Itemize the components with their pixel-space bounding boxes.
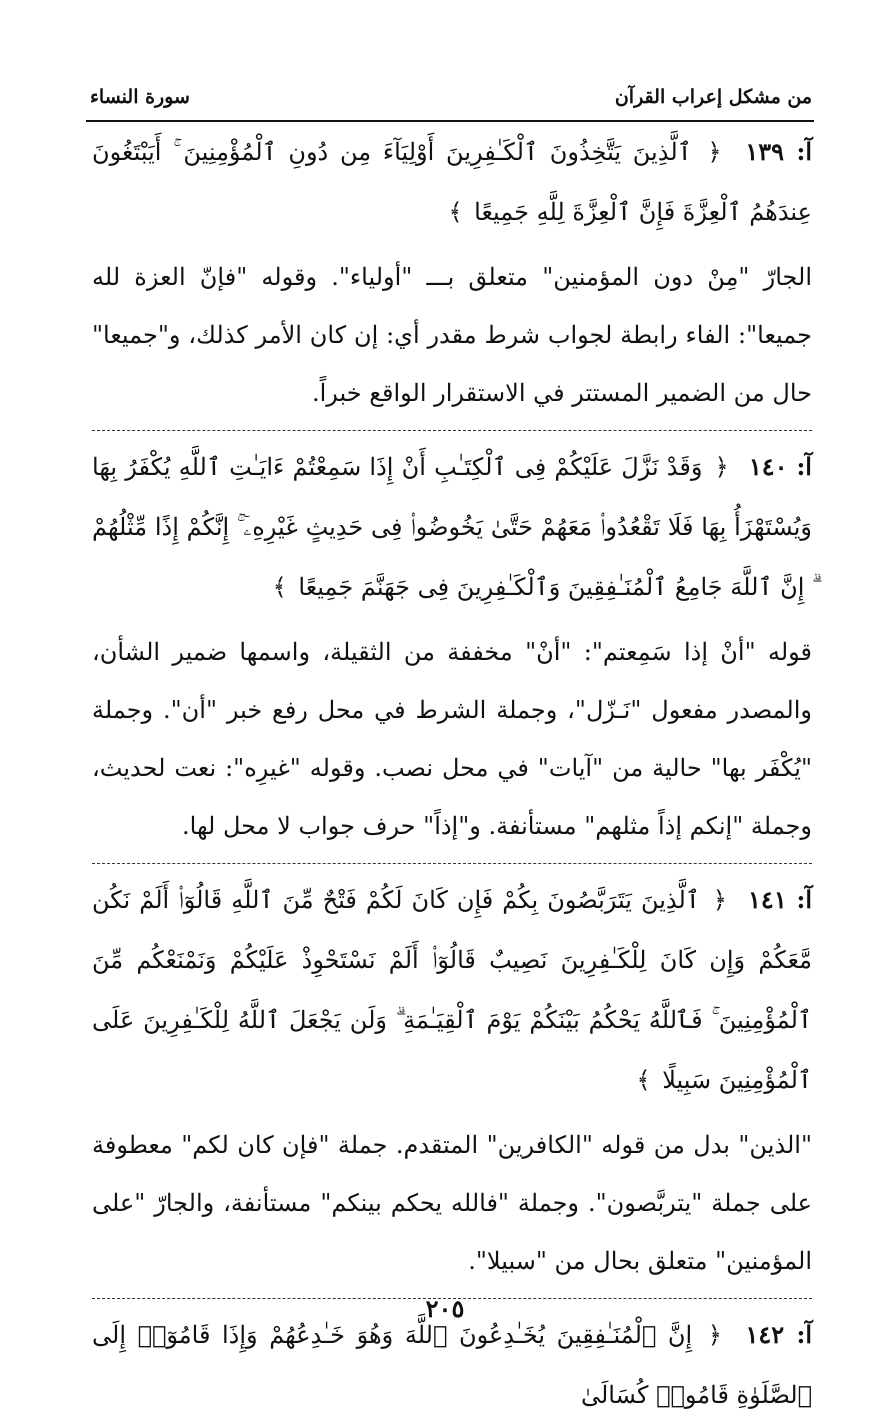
verse-139 — [92, 122, 812, 242]
verse-ref: آ: ١٣٩ — [745, 137, 812, 166]
surah-name: سورة النساء — [90, 86, 190, 108]
verse-text: ٱلَّذِينَ يَتَرَبَّصُونَ بِكُمْ فَإِن كَانَ لَكُمْ فَتْحٌ مِّنَ ٱللَّهِ قَالُوٓا۟ أَلَمْ نَكُن مَّعَكُمْ وَإِن كَانَ لِلْكَـٰفِرِينَ نَصِيبٌ قَالُوٓا۟ أَلَمْ نَسْتَحْوِذْ عَلَيْكُمْ وَنَمْنَعْكُم مِّنَ ٱلْمُؤْمِنِينَ ۚ فَٱللَّهُ يَحْكُمُ بَيْنَكُمْ يَوْمَ ٱلْقِيَـٰمَةِ ۗ وَلَن يَجْعَلَ ٱللَّهُ لِلْكَـٰفِرِينَ عَلَى ٱلْمُؤْمِنِينَ سَبِيلًا — [92, 886, 812, 1094]
ornate-bracket-open: ﴿ — [714, 453, 729, 481]
verse-ref: آ: ١٤٠ — [748, 452, 812, 481]
ornate-bracket-open: ﴿ — [712, 886, 727, 914]
commentary-139: الجارّ "مِنْ دون المؤمنين" متعلق بـــ "أولياء". وقوله "فإنّ العزة لله جميعا": الفاء رابطة لجواب شرط مقدر أي: إن كان الأمر كذلك، و"جميعا" حال من الضمير المستتر في الاستقرار الواقع خبراً. — [92, 263, 812, 407]
ornate-bracket-open: ﴿ — [707, 138, 722, 166]
commentary-140: قوله "أنْ إذا سَمِعتم": "أنْ" مخففة من الثقيلة، واسمها ضمير الشأن، والمصدر مفعول "نَـزّل"، وجملة الشرط في محل رفع خبر "أن". وجملة "يُكْفَر بها" حالية من "آيات" في محل نصب. وقوله "غيرِه": نعت لحديث، وجملة "إنكم إذاً مثلهم" مستأنفة. و"إذاً" حرف جواب لا محل لها. — [92, 638, 812, 840]
verse-141 — [92, 863, 812, 1110]
ornate-bracket-open: ﴿ — [707, 1321, 722, 1349]
verse-text: إِنَّ ٱلْمُنَـٰفِقِينَ يُخَـٰدِعُونَ ٱللَّهَ وَهُوَ خَـٰدِعُهُمْ وَإِذَا قَامُوٓا۟ إِلَى ٱلصَّلَوٰةِ قَامُوا۟ كُسَالَىٰ — [92, 1321, 812, 1409]
verse-text: وَقَدْ نَزَّلَ عَلَيْكُمْ فِى ٱلْكِتَـٰبِ أَنْ إِذَا سَمِعْتُمْ ءَايَـٰتِ ٱللَّهِ يُكْفَرُ بِهَا وَيُسْتَهْزَأُ بِهَا فَلَا تَقْعُدُوا۟ مَعَهُمْ حَتَّىٰ يَخُوضُوا۟ فِى حَدِيثٍ غَيْرِهِۦٓ ۚ إِنَّكُمْ إِذًا مِّثْلُهُمْ ۗ إِنَّ ٱللَّهَ جَامِعُ ٱلْمُنَـٰفِقِينَ وَٱلْكَـٰفِرِينَ فِى جَهَنَّمَ جَمِيعًا — [92, 453, 812, 601]
ornate-bracket-close: ﴾ — [448, 198, 463, 226]
verse-text: ٱلَّذِينَ يَتَّخِذُونَ ٱلْكَـٰفِرِينَ أَوْلِيَآءَ مِن دُونِ ٱلْمُؤْمِنِينَ ۚ أَيَبْتَغُونَ عِندَهُمُ ٱلْعِزَّةَ فَإِنَّ ٱلْعِزَّةَ لِلَّهِ جَمِيعًا — [92, 138, 812, 226]
verse-140 — [92, 430, 812, 617]
ornate-bracket-close: ﴾ — [272, 573, 287, 601]
verse-ref: آ: ١٤١ — [748, 885, 812, 914]
verse-ref: آ: ١٤٢ — [745, 1320, 812, 1349]
page-header — [90, 86, 812, 122]
book-title: من مشكل إعراب القرآن — [614, 86, 812, 108]
page-content — [92, 122, 812, 1425]
commentary-141: "الذين" بدل من قوله "الكافرين" المتقدم. جملة "فإن كان لكم" معطوفة على جملة "يتربَّصون". وجملة "فالله يحكم بينكم" مستأنفة، والجارّ "على المؤمنين" متعلق بحال من "سبيلا". — [92, 1131, 812, 1275]
page-number: ٢٠٥ — [425, 1294, 465, 1323]
ornate-bracket-close: ﴾ — [636, 1066, 651, 1094]
